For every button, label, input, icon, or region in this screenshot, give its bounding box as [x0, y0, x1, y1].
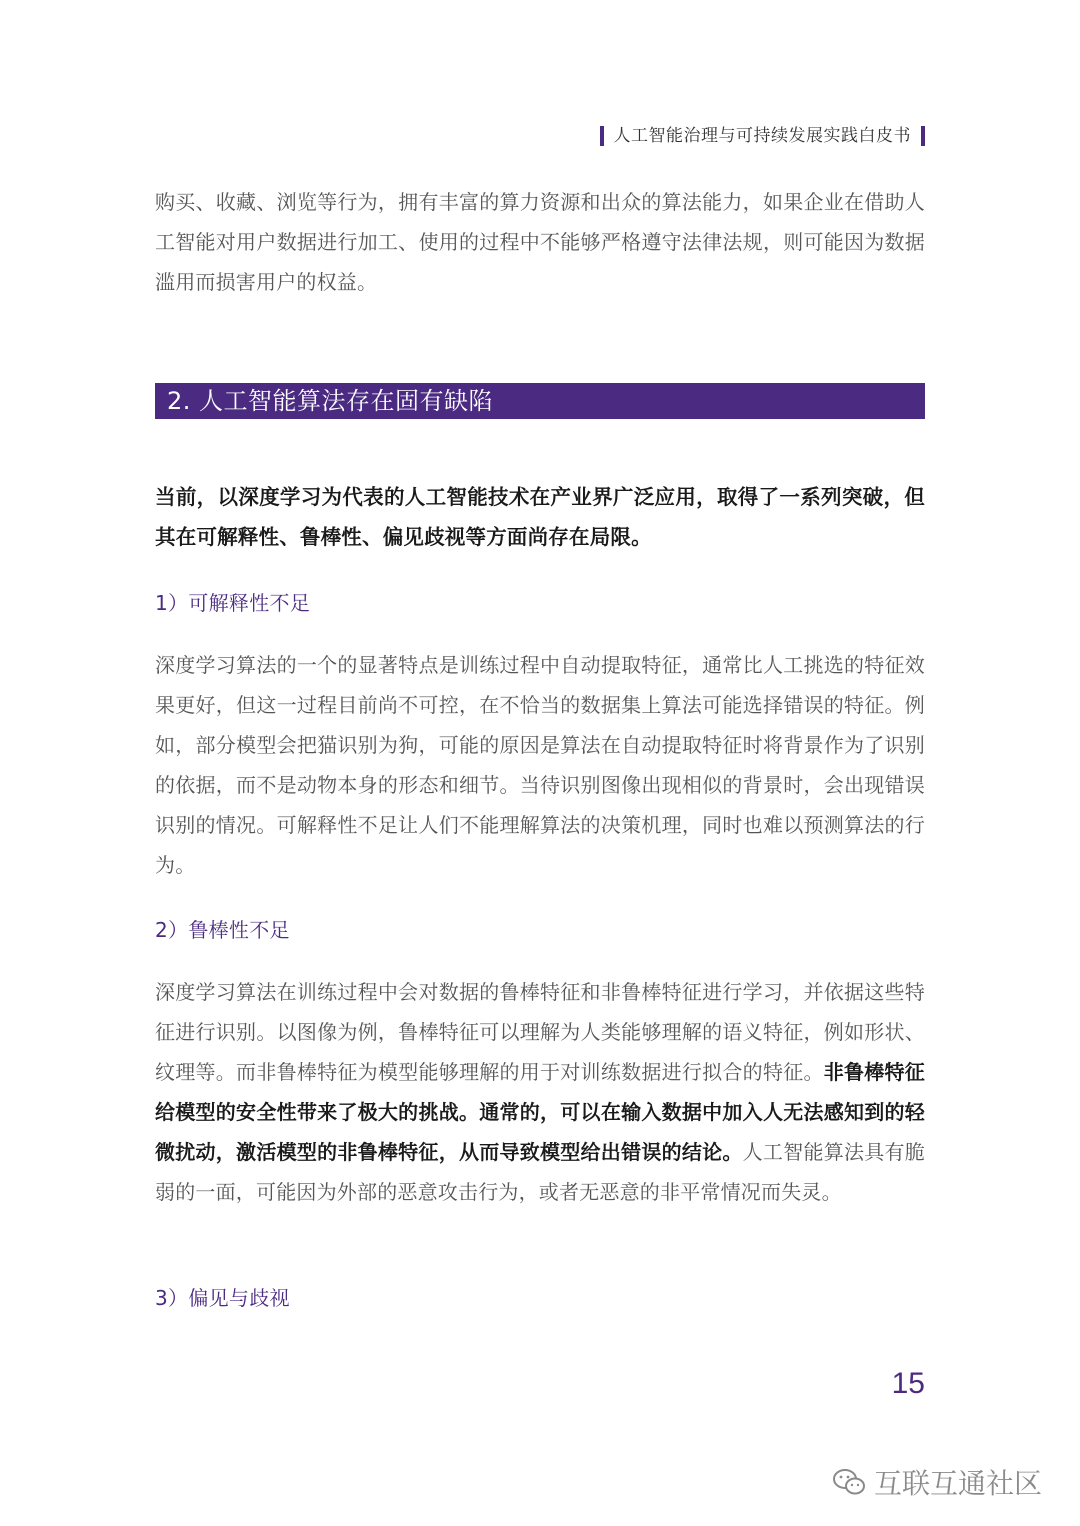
- header-title: 人工智能治理与可持续发展实践白皮书: [613, 126, 911, 146]
- robustness-text-part1: 深度学习算法在训练过程中会对数据的鲁棒特征和非鲁棒特征进行学习，并依据这些特征进行识别。以图像为例，鲁棒特征可以理解为人类能够理解的语义特征，例如形状、纹理等。而非鲁棒特征为模型能够理解的用于对训练数据进行拟合的特征。: [155, 980, 925, 1084]
- subsection-heading-bias: 3）偏见与歧视: [155, 1286, 290, 1310]
- robustness-text-bold: 非鲁棒特征给模型的安全性带来了极大的挑战。通常的，可以在输入数据中加入人无法感知到的轻微扰动，激活模型的非鲁棒特征，从而导致模型给出错误的结论。: [155, 1060, 925, 1164]
- page-number: 15: [891, 1367, 925, 1400]
- watermark-text: 互联互通社区: [873, 1467, 1042, 1500]
- header-right-bar: [921, 126, 925, 146]
- explainability-paragraph: 深度学习算法的一个的显著特点是训练过程中自动提取特征，通常比人工挑选的特征效果更好，但这一过程目前尚不可控，在不恰当的数据集上算法可能选择错误的特征。例如，部分模型会把猫识别为狗，可能的原因是算法在自动提取特征时将背景作为了识别的依据，而不是动物本身的形态和细节。当待识别图像出现相似的背景时，会出现错误识别的情况。可解释性不足让人们不能理解算法的决策机理，同时也难以预测算法的行为。: [155, 653, 925, 877]
- running-header: [600, 124, 926, 148]
- header-left-bar: [600, 126, 604, 146]
- wechat-icon: [832, 1467, 866, 1497]
- subsection-heading-explainability: 1）可解释性不足: [155, 591, 311, 615]
- robustness-text-part2: 人工智能算法具有脆弱的一面，可能因为外部的恶意攻击行为，或者无恶意的非平常情况而失灵。: [155, 1140, 925, 1204]
- robustness-paragraph: [155, 972, 925, 1212]
- section-heading: 2. 人工智能算法存在固有缺陷: [155, 383, 925, 419]
- section-lead-paragraph: 当前，以深度学习为代表的人工智能技术在产业界广泛应用，取得了一系列突破，但其在可解释性、鲁棒性、偏见歧视等方面尚存在局限。: [155, 485, 925, 549]
- subsection-heading-robustness: 2）鲁棒性不足: [155, 918, 290, 942]
- watermark: [832, 1462, 1042, 1502]
- intro-paragraph: 购买、收藏、浏览等行为，拥有丰富的算力资源和出众的算法能力，如果企业在借助人工智能对用户数据进行加工、使用的过程中不能够严格遵守法律法规，则可能因为数据滥用而损害用户的权益。: [155, 190, 925, 294]
